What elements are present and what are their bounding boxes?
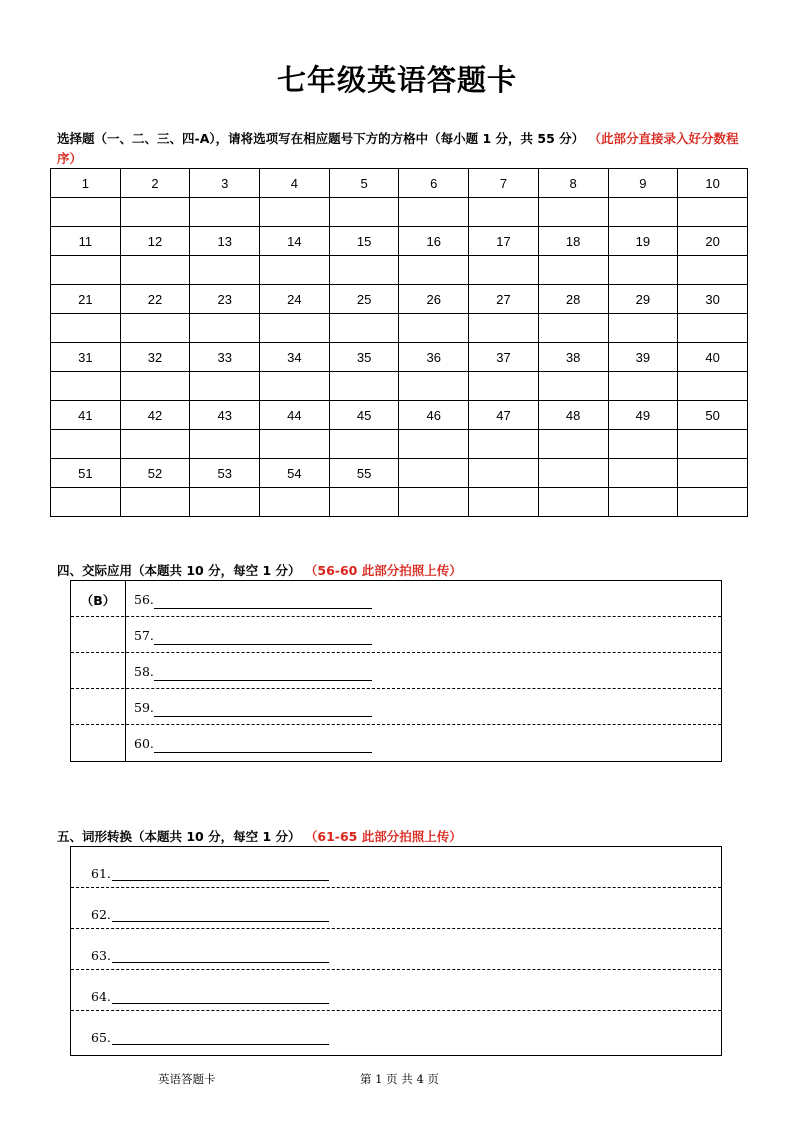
section5-answer-box bbox=[70, 846, 722, 1056]
answer-cell[interactable] bbox=[120, 372, 190, 401]
answer-line-62[interactable] bbox=[112, 921, 329, 922]
answer-cell[interactable] bbox=[260, 488, 330, 517]
question-number-cell: 10 bbox=[678, 169, 748, 198]
section5-row bbox=[71, 970, 721, 1011]
section4-row bbox=[71, 653, 721, 689]
section4-row bbox=[71, 617, 721, 653]
answer-cell[interactable] bbox=[329, 430, 399, 459]
question-number: 57. bbox=[134, 628, 154, 643]
answer-cell[interactable] bbox=[329, 256, 399, 285]
question-number-cell: 52 bbox=[120, 459, 190, 488]
section5-heading bbox=[57, 827, 462, 845]
answer-cell[interactable] bbox=[469, 198, 539, 227]
question-number-cell: 5 bbox=[329, 169, 399, 198]
grid-number-row bbox=[51, 285, 748, 314]
question-number-cell: 24 bbox=[260, 285, 330, 314]
answer-cell[interactable] bbox=[120, 314, 190, 343]
answer-cell[interactable] bbox=[120, 198, 190, 227]
question-number-cell: 29 bbox=[608, 285, 678, 314]
grid-number-row bbox=[51, 401, 748, 430]
section5-row bbox=[71, 1011, 721, 1052]
answer-cell[interactable] bbox=[678, 430, 748, 459]
question-number-cell: 8 bbox=[538, 169, 608, 198]
answer-cell[interactable] bbox=[51, 256, 121, 285]
footer-page-number: 第 1 页 共 4 页 bbox=[360, 1072, 439, 1086]
question-number-cell: 3 bbox=[190, 169, 260, 198]
question-number: 64. bbox=[91, 989, 111, 1004]
answer-cell[interactable] bbox=[329, 314, 399, 343]
answer-cell[interactable] bbox=[260, 198, 330, 227]
answer-cell[interactable] bbox=[260, 372, 330, 401]
choice-instruction-note: （此部分直接录入好分数程序） bbox=[57, 131, 739, 166]
grid-answer-row bbox=[51, 488, 748, 517]
grid-number-row bbox=[51, 343, 748, 372]
question-number-cell: 7 bbox=[469, 169, 539, 198]
section5-row bbox=[71, 929, 721, 970]
question-number-cell: 22 bbox=[120, 285, 190, 314]
question-number-cell: 53 bbox=[190, 459, 260, 488]
question-number-cell: 43 bbox=[190, 401, 260, 430]
answer-line-58[interactable] bbox=[154, 680, 372, 681]
answer-cell[interactable] bbox=[120, 256, 190, 285]
question-number-cell: 40 bbox=[678, 343, 748, 372]
question-number-cell: 36 bbox=[399, 343, 469, 372]
question-number-cell: 51 bbox=[51, 459, 121, 488]
answer-cell[interactable] bbox=[329, 488, 399, 517]
question-number-cell: 9 bbox=[608, 169, 678, 198]
question-number-cell: 35 bbox=[329, 343, 399, 372]
answer-cell[interactable] bbox=[190, 256, 260, 285]
answer-cell[interactable] bbox=[608, 488, 678, 517]
answer-line-57[interactable] bbox=[154, 644, 372, 645]
answer-cell[interactable] bbox=[469, 430, 539, 459]
answer-cell[interactable] bbox=[120, 430, 190, 459]
answer-cell[interactable] bbox=[260, 256, 330, 285]
answer-line-59[interactable] bbox=[154, 716, 372, 717]
answer-cell[interactable] bbox=[51, 488, 121, 517]
answer-cell[interactable] bbox=[608, 372, 678, 401]
question-number-cell bbox=[538, 459, 608, 488]
question-number: 59. bbox=[134, 700, 154, 715]
answer-cell[interactable] bbox=[469, 488, 539, 517]
question-number-cell: 12 bbox=[120, 227, 190, 256]
answer-cell[interactable] bbox=[120, 488, 190, 517]
answer-cell[interactable] bbox=[51, 198, 121, 227]
answer-cell[interactable] bbox=[678, 488, 748, 517]
question-number-cell: 37 bbox=[469, 343, 539, 372]
section5-row bbox=[71, 847, 721, 888]
question-number-cell: 34 bbox=[260, 343, 330, 372]
question-number-cell: 15 bbox=[329, 227, 399, 256]
question-number: 63. bbox=[91, 948, 111, 963]
answer-cell[interactable] bbox=[260, 314, 330, 343]
question-number-cell bbox=[678, 459, 748, 488]
question-number: 58. bbox=[134, 664, 154, 679]
answer-line-64[interactable] bbox=[112, 1003, 329, 1004]
question-number-cell: 13 bbox=[190, 227, 260, 256]
answer-line-63[interactable] bbox=[112, 962, 329, 963]
question-number-cell: 42 bbox=[120, 401, 190, 430]
answer-cell[interactable] bbox=[538, 488, 608, 517]
answer-cell[interactable] bbox=[329, 198, 399, 227]
section5-heading-text: 五、词形转换（本题共 10 分，每空 1 分） bbox=[57, 829, 301, 844]
grid-answer-row bbox=[51, 314, 748, 343]
answer-cell[interactable] bbox=[678, 198, 748, 227]
question-number-cell: 11 bbox=[51, 227, 121, 256]
question-number-cell: 44 bbox=[260, 401, 330, 430]
answer-cell[interactable] bbox=[190, 198, 260, 227]
answer-cell[interactable] bbox=[399, 372, 469, 401]
question-number: 62. bbox=[91, 907, 111, 922]
answer-cell[interactable] bbox=[51, 372, 121, 401]
question-number-cell bbox=[608, 459, 678, 488]
answer-cell[interactable] bbox=[608, 430, 678, 459]
question-number-cell: 16 bbox=[399, 227, 469, 256]
answer-cell[interactable] bbox=[51, 314, 121, 343]
question-number-cell: 30 bbox=[678, 285, 748, 314]
section4-row bbox=[71, 725, 721, 761]
answer-cell[interactable] bbox=[678, 314, 748, 343]
question-number-cell: 4 bbox=[260, 169, 330, 198]
question-number-cell: 32 bbox=[120, 343, 190, 372]
answer-cell[interactable] bbox=[538, 198, 608, 227]
question-number-cell: 2 bbox=[120, 169, 190, 198]
answer-line-61[interactable] bbox=[112, 880, 329, 881]
answer-cell[interactable] bbox=[608, 256, 678, 285]
question-number-cell: 6 bbox=[399, 169, 469, 198]
section4-heading-note: （56-60 此部分拍照上传） bbox=[304, 563, 462, 578]
question-number-cell: 20 bbox=[678, 227, 748, 256]
grid-answer-row bbox=[51, 430, 748, 459]
section5-row bbox=[71, 888, 721, 929]
grid-number-row bbox=[51, 459, 748, 488]
question-number-cell bbox=[469, 459, 539, 488]
grid-answer-row bbox=[51, 372, 748, 401]
section4-row bbox=[71, 581, 721, 617]
question-number-cell: 38 bbox=[538, 343, 608, 372]
choice-instruction-text: 选择题（一、二、三、四-A），请将选项写在相应题号下方的方格中（每小题 1 分，共 55 分） bbox=[57, 131, 585, 146]
part-b-label: （B） bbox=[80, 593, 116, 608]
question-number-cell: 26 bbox=[399, 285, 469, 314]
question-number-cell: 45 bbox=[329, 401, 399, 430]
answer-cell[interactable] bbox=[608, 198, 678, 227]
answer-cell[interactable] bbox=[538, 430, 608, 459]
answer-cell[interactable] bbox=[51, 430, 121, 459]
question-number: 61. bbox=[91, 866, 111, 881]
question-number: 65. bbox=[91, 1030, 111, 1045]
grid-number-row bbox=[51, 227, 748, 256]
question-number-cell: 33 bbox=[190, 343, 260, 372]
question-number-cell: 17 bbox=[469, 227, 539, 256]
answer-cell[interactable] bbox=[538, 256, 608, 285]
section4-row bbox=[71, 689, 721, 725]
question-number-cell: 23 bbox=[190, 285, 260, 314]
answer-cell[interactable] bbox=[190, 430, 260, 459]
answer-line-60[interactable] bbox=[154, 752, 372, 753]
answer-cell[interactable] bbox=[399, 198, 469, 227]
question-number-cell: 55 bbox=[329, 459, 399, 488]
answer-cell[interactable] bbox=[469, 372, 539, 401]
answer-cell[interactable] bbox=[538, 372, 608, 401]
answer-cell[interactable] bbox=[608, 314, 678, 343]
answer-cell[interactable] bbox=[190, 314, 260, 343]
question-number-cell: 50 bbox=[678, 401, 748, 430]
answer-cell[interactable] bbox=[399, 430, 469, 459]
question-number-cell: 1 bbox=[51, 169, 121, 198]
question-number-cell: 41 bbox=[51, 401, 121, 430]
answer-cell[interactable] bbox=[399, 488, 469, 517]
section5-heading-note: （61-65 此部分拍照上传） bbox=[304, 829, 462, 844]
answer-line-65[interactable] bbox=[112, 1044, 329, 1045]
answer-cell[interactable] bbox=[678, 256, 748, 285]
section4-heading-text: 四、交际应用（本题共 10 分，每空 1 分） bbox=[57, 563, 301, 578]
question-number-cell: 48 bbox=[538, 401, 608, 430]
answer-cell[interactable] bbox=[399, 256, 469, 285]
question-number-cell: 21 bbox=[51, 285, 121, 314]
answer-cell[interactable] bbox=[260, 430, 330, 459]
question-number-cell: 46 bbox=[399, 401, 469, 430]
question-number-cell: 18 bbox=[538, 227, 608, 256]
question-number-cell bbox=[399, 459, 469, 488]
question-number-cell: 19 bbox=[608, 227, 678, 256]
question-number-cell: 54 bbox=[260, 459, 330, 488]
choice-instruction bbox=[57, 129, 747, 169]
answer-cell[interactable] bbox=[469, 314, 539, 343]
question-number-cell: 49 bbox=[608, 401, 678, 430]
question-number-cell: 47 bbox=[469, 401, 539, 430]
answer-cell[interactable] bbox=[190, 372, 260, 401]
page-title: 七年级英语答题卡 bbox=[276, 63, 517, 97]
question-number: 60. bbox=[134, 736, 154, 751]
answer-cell[interactable] bbox=[538, 314, 608, 343]
answer-cell[interactable] bbox=[678, 372, 748, 401]
section4-heading bbox=[57, 561, 462, 579]
question-number-cell: 14 bbox=[260, 227, 330, 256]
answer-cell[interactable] bbox=[399, 314, 469, 343]
grid-number-row bbox=[51, 169, 748, 198]
answer-cell[interactable] bbox=[469, 256, 539, 285]
question-number-cell: 25 bbox=[329, 285, 399, 314]
question-number: 56. bbox=[134, 592, 154, 607]
question-number-cell: 27 bbox=[469, 285, 539, 314]
answer-cell[interactable] bbox=[190, 488, 260, 517]
answer-cell[interactable] bbox=[329, 372, 399, 401]
footer-title: 英语答题卡 bbox=[158, 1072, 216, 1086]
question-number-cell: 31 bbox=[51, 343, 121, 372]
grid-answer-row bbox=[51, 198, 748, 227]
answer-grid bbox=[50, 168, 748, 517]
question-number-cell: 39 bbox=[608, 343, 678, 372]
section4-answer-box bbox=[70, 580, 722, 762]
grid-answer-row bbox=[51, 256, 748, 285]
question-number-cell: 28 bbox=[538, 285, 608, 314]
answer-line-56[interactable] bbox=[154, 608, 372, 609]
